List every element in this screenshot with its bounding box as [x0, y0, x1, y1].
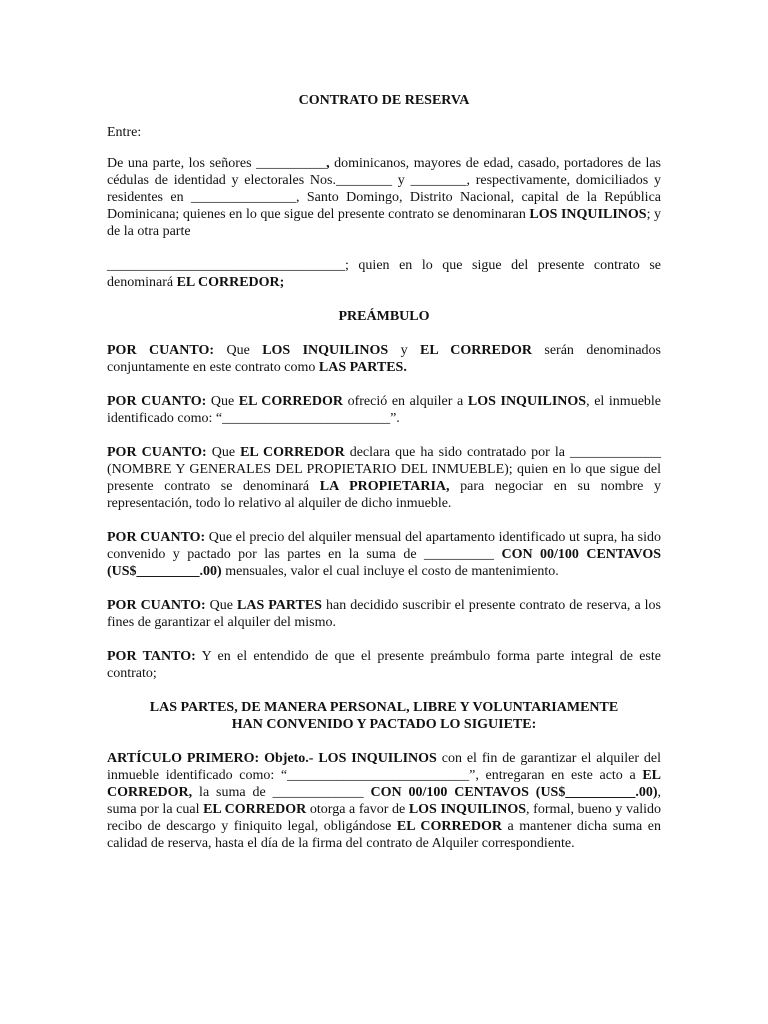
- clause-text: la suma de _____________: [192, 785, 371, 800]
- acuerdo-heading-line-1: LAS PARTES, DE MANERA PERSONAL, LIBRE Y VOLUNTARIAMENTE: [149, 700, 619, 715]
- clause-bold: LA PROPIETARIA,: [319, 479, 450, 494]
- parties-text: ; y de la otra parte: [107, 207, 662, 239]
- parties-comma: ,: [326, 156, 330, 171]
- clause-text: serán denominados conjuntamente en este contrato como: [107, 343, 661, 375]
- document-body: [107, 92, 661, 852]
- por-cuanto-3: [107, 444, 661, 512]
- parties-corredor: EL CORREDOR;: [176, 275, 285, 290]
- clause-bold: LAS PARTES.: [318, 360, 407, 375]
- clause-text: , el inmueble identificado como: “________________________”.: [107, 394, 662, 426]
- por-cuanto-1: [107, 342, 661, 376]
- clause-text: Que: [206, 394, 239, 409]
- clause-text: han decidido suscribir el presente contrato de reserva, a los fines de garantizar el alquiler del mismo.: [107, 598, 662, 630]
- parties-text: De una parte, los señores __________: [107, 156, 327, 171]
- clause-bold: EL CORREDOR,: [107, 768, 661, 800]
- clause-bold: EL CORREDOR: [203, 802, 307, 817]
- clause-bold: EL CORREDOR: [396, 819, 503, 834]
- clause-lead: POR TANTO:: [107, 649, 196, 664]
- clause-text: Que: [214, 343, 263, 358]
- clause-text: ofreció en alquiler a: [342, 394, 468, 409]
- clause-bold: CON 00/100 CENTAVOS (US$__________.00): [370, 785, 658, 800]
- por-tanto: [107, 648, 661, 682]
- clause-lead: POR CUANTO:: [107, 445, 207, 460]
- clause-text: Y en el entendido de que el presente preámbulo forma parte integral de este contrato;: [107, 649, 661, 681]
- clause-bold: EL CORREDOR: [238, 394, 343, 409]
- acuerdo-heading-line-2: HAN CONVENIDO Y PACTADO LO SIGUIETE:: [231, 717, 537, 732]
- document-title: CONTRATO DE RESERVA: [298, 93, 470, 108]
- por-cuanto-4: [107, 529, 661, 580]
- clause-bold: LOS INQUILINOS: [467, 394, 587, 409]
- clause-lead: POR CUANTO:: [107, 598, 206, 613]
- clause-text: Que: [206, 445, 241, 460]
- preambulo-heading: PREÁMBULO: [338, 309, 430, 324]
- clause-text: con el fin de garantizar el alquiler del inmueble identificado como: “__________________________”, entregaran en este acto a: [107, 751, 661, 783]
- clause-text: Que el precio del alquiler mensual del apartamento identificado ut supra, ha sido convenido y pactado por las partes en la suma de __________: [107, 530, 661, 562]
- clause-lead: ARTÍCULO PRIMERO: Objeto.- LOS INQUILINOS: [107, 751, 437, 766]
- parties-paragraph-1: [107, 155, 661, 240]
- clause-lead: POR CUANTO:: [107, 394, 207, 409]
- clause-bold: CON 00/100 CENTAVOS (US$_________.00): [107, 547, 662, 579]
- clause-text: Que: [205, 598, 238, 613]
- entre-label: Entre:: [107, 125, 142, 140]
- clause-lead: POR CUANTO:: [107, 530, 206, 545]
- clause-text: a mantener dicha suma en calidad de reserva, hasta el día de la firma del contrato de Alquiler correspondiente.: [107, 819, 661, 851]
- parties-paragraph-2: [107, 257, 661, 291]
- por-cuanto-5: [107, 597, 661, 631]
- clause-text: otorga a favor de: [306, 802, 409, 817]
- articulo-primero: [107, 750, 661, 852]
- clause-text: , suma por la cual: [107, 785, 662, 817]
- parties-text: dominicanos, mayores de edad, casado, portadores de las cédulas de identidad y electorales Nos.________ y ________, respectivamente, domiciliados y residentes en _______________, Santo Domingo, Distrito Nacional, capital de la República Dominicana; quienes en lo que sigue del presente contrato se denominaran: [107, 156, 662, 222]
- por-cuanto-2: [107, 393, 661, 427]
- parties-inquilinos: LOS INQUILINOS: [529, 207, 647, 222]
- clause-text: y: [388, 343, 420, 358]
- clause-text: para negociar en su nombre y representación, todo lo relativo al alquiler de dicho inmueble.: [107, 479, 661, 511]
- clause-text: declara que ha sido contratado por la _____________ (NOMBRE Y GENERALES DEL PROPIETARIO DEL INMUEBLE); quien en lo que sigue del presente contrato se denominará: [107, 445, 661, 494]
- clause-bold: EL CORREDOR: [420, 343, 532, 358]
- clause-lead: POR CUANTO:: [107, 343, 215, 358]
- clause-bold: LOS INQUILINOS: [262, 343, 389, 358]
- clause-text: , formal, bueno y valido recibo de descargo y finiquito legal, obligándose: [107, 802, 662, 834]
- parties-text: __________________________________; quien en lo que sigue del presente contrato se denominará: [107, 258, 661, 290]
- clause-bold: EL CORREDOR: [240, 445, 345, 460]
- clause-bold: LOS INQUILINOS: [408, 802, 527, 817]
- clause-bold: LAS PARTES: [237, 598, 322, 613]
- clause-text: mensuales, valor el cual incluye el costo de mantenimiento.: [221, 564, 559, 579]
